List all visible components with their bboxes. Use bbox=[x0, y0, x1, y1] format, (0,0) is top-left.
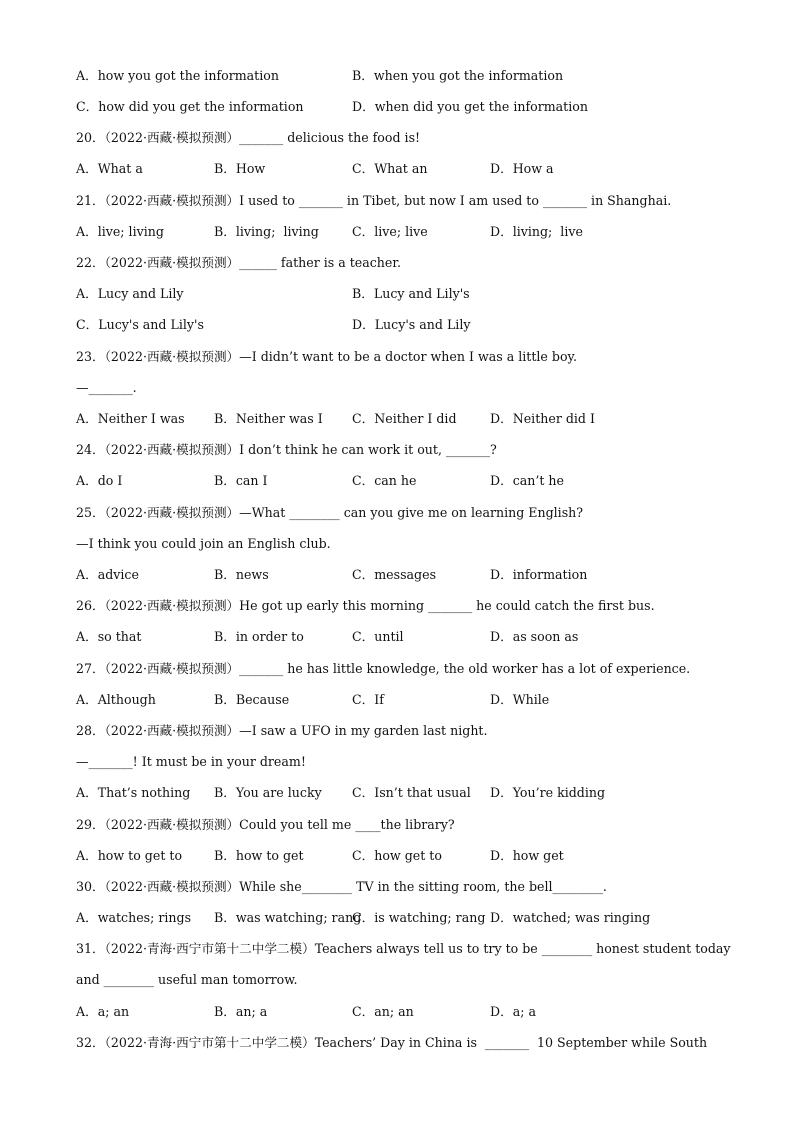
option-c-q24: C．can he bbox=[352, 473, 417, 488]
option-d-q22: D．Lucy's and Lily bbox=[352, 317, 471, 332]
option-b-q21: B．living; living bbox=[214, 224, 319, 239]
question-25-reply: —I think you could join an English club. bbox=[76, 536, 331, 551]
option-c-q31: C．an; an bbox=[352, 1004, 414, 1019]
option-a-q25: A．advice bbox=[76, 567, 139, 582]
option-d-q24: D．can’t he bbox=[490, 473, 564, 488]
option-d-q20: D．How a bbox=[490, 161, 554, 176]
option-c-q25: C．messages bbox=[352, 567, 437, 582]
option-c-q21: C．live; live bbox=[352, 224, 428, 239]
option-d-q28: D．You’re kidding bbox=[490, 785, 606, 800]
question-29: 29．（2022·西藏·模拟预测）Could you tell me ____the library? bbox=[76, 817, 455, 832]
question-30: 30．（2022·西藏·模拟预测）While she________ TV in the sitting room, the bell________. bbox=[76, 879, 607, 894]
question-31: 31．（2022·青海·西宁市第十二中学二模）Teachers always tell us to try to be ________ honest student today bbox=[76, 941, 731, 956]
option-b-q29: B．how to get bbox=[214, 848, 304, 863]
option-d-q19: D．when did you get the information bbox=[352, 99, 588, 114]
option-c-q23: C．Neither I did bbox=[352, 411, 457, 426]
option-d-q26: D．as soon as bbox=[490, 629, 579, 644]
option-a-q22: A．Lucy and Lily bbox=[76, 286, 184, 301]
question-23: 23．（2022·西藏·模拟预测）—I didn’t want to be a doctor when I was a little boy. bbox=[76, 349, 577, 364]
option-b-q25: B．news bbox=[214, 567, 269, 582]
option-a-q31: A．a; an bbox=[76, 1004, 130, 1019]
question-27: 27．（2022·西藏·模拟预测）_______ he has little knowledge, the old worker has a lot of experience. bbox=[76, 661, 691, 676]
question-26: 26．（2022·西藏·模拟预测）He got up early this morning _______ he could catch the first bus. bbox=[76, 598, 655, 613]
option-c-q29: C．how get to bbox=[352, 848, 442, 863]
option-b-q23: B．Neither was I bbox=[214, 411, 323, 426]
option-a-q28: A．That’s nothing bbox=[76, 785, 191, 800]
option-d-q23: D．Neither did I bbox=[490, 411, 595, 426]
question-24: 24．（2022·西藏·模拟预测）I don’t think he can work it out, _______? bbox=[76, 442, 497, 457]
option-a-q19: A．how you got the information bbox=[76, 68, 279, 83]
option-d-q30: D．watched; was ringing bbox=[490, 910, 651, 925]
option-b-q28: B．You are lucky bbox=[214, 785, 322, 800]
option-c-q20: C．What an bbox=[352, 161, 428, 176]
option-b-q30: B．was watching; rang bbox=[214, 910, 362, 925]
option-c-q30: C．is watching; rang bbox=[352, 910, 486, 925]
question-28-reply: —_______! It must be in your dream! bbox=[76, 754, 306, 769]
option-b-q26: B．in order to bbox=[214, 629, 304, 644]
question-20: 20．（2022·西藏·模拟预测）_______ delicious the food is! bbox=[76, 130, 421, 145]
option-a-q29: A．how to get to bbox=[76, 848, 183, 863]
question-28: 28．（2022·西藏·模拟预测）—I saw a UFO in my garden last night. bbox=[76, 723, 488, 738]
option-b-q24: B．can I bbox=[214, 473, 268, 488]
option-d-q21: D．living; live bbox=[490, 224, 583, 239]
option-c-q27: C．If bbox=[352, 692, 384, 707]
option-c-q26: C．until bbox=[352, 629, 404, 644]
option-b-q22: B．Lucy and Lily's bbox=[352, 286, 470, 301]
option-b-q20: B．How bbox=[214, 161, 266, 176]
option-c-q19: C．how did you get the information bbox=[76, 99, 304, 114]
option-a-q26: A．so that bbox=[76, 629, 142, 644]
option-a-q24: A．do I bbox=[76, 473, 123, 488]
option-c-q22: C．Lucy's and Lily's bbox=[76, 317, 204, 332]
option-c-q28: C．Isn’t that usual bbox=[352, 785, 471, 800]
option-b-q31: B．an; a bbox=[214, 1004, 268, 1019]
question-21: 21．（2022·西藏·模拟预测）I used to _______ in Tibet, but now I am used to _______ in Shanghai. bbox=[76, 193, 672, 208]
question-22: 22．（2022·西藏·模拟预测）______ father is a teacher. bbox=[76, 255, 402, 270]
option-a-q30: A．watches; rings bbox=[76, 910, 192, 925]
option-d-q31: D．a; a bbox=[490, 1004, 536, 1019]
question-32: 32．（2022·青海·西宁市第十二中学二模）Teachers’ Day in China is _______ 10 September while South bbox=[76, 1035, 708, 1050]
option-b-q27: B．Because bbox=[214, 692, 290, 707]
option-a-q27: A．Although bbox=[76, 692, 156, 707]
option-d-q25: D．information bbox=[490, 567, 588, 582]
question-23-reply: —_______. bbox=[76, 380, 137, 395]
option-d-q29: D．how get bbox=[490, 848, 564, 863]
option-b-q19: B．when you got the information bbox=[352, 68, 564, 83]
option-a-q20: A．What a bbox=[76, 161, 143, 176]
option-a-q23: A．Neither I was bbox=[76, 411, 185, 426]
option-a-q21: A．live; living bbox=[76, 224, 164, 239]
question-25: 25．（2022·西藏·模拟预测）—What ________ can you give me on learning English? bbox=[76, 505, 584, 520]
question-31-continued: and ________ useful man tomorrow. bbox=[76, 972, 298, 987]
option-d-q27: D．While bbox=[490, 692, 550, 707]
